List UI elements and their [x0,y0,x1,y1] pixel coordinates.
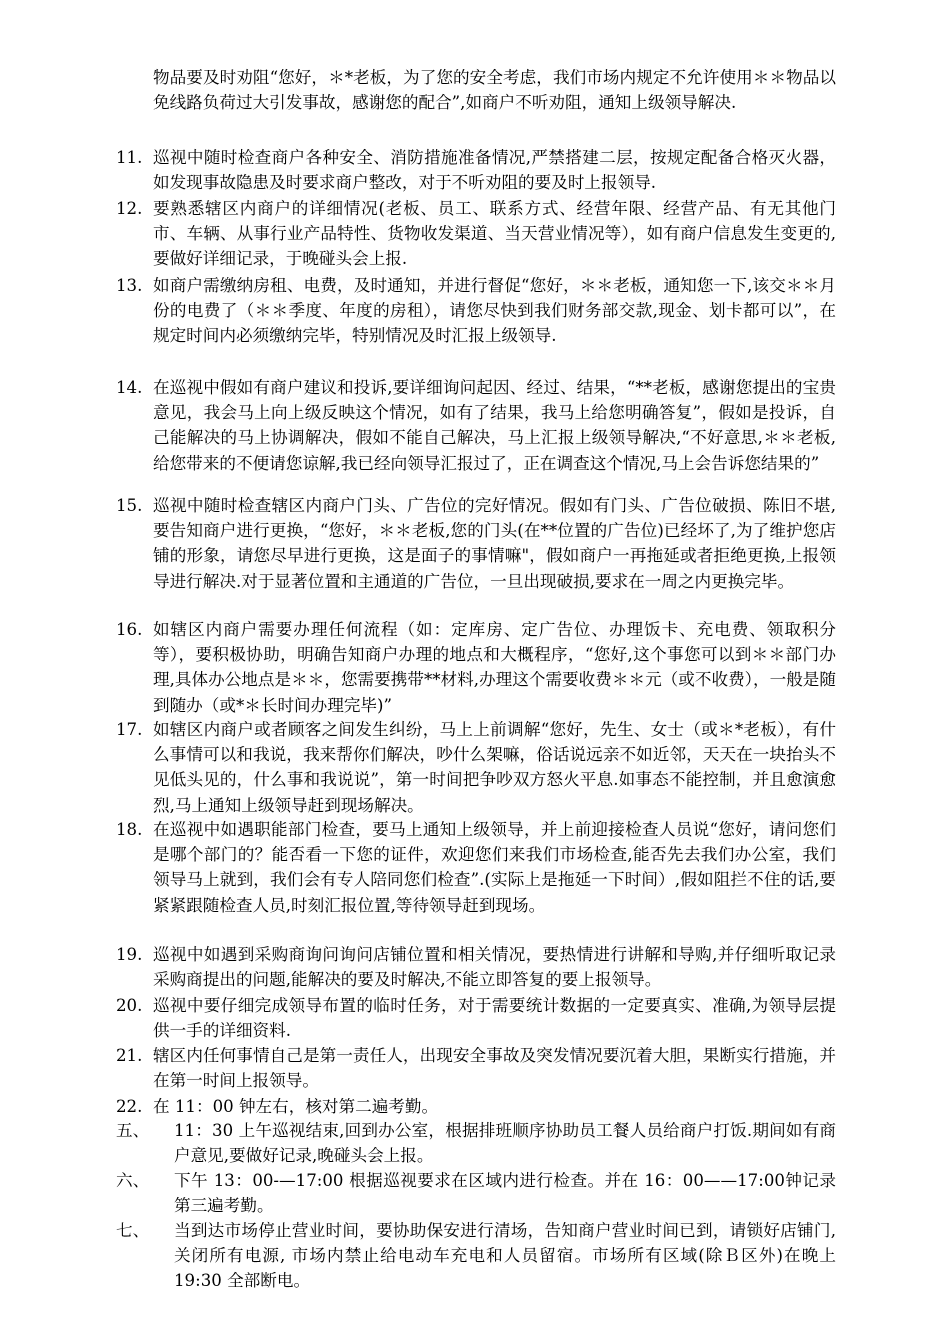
paragraph-text: 物品要及时劝阻“您好，＊*老板，为了您的安全考虑，我们市场内规定不允许使用＊＊物品以免线路负荷过大引发事故，感谢您的配合”,如商户不听劝阻，通知上级领导解决. [153,68,836,113]
item-text: 如辖区内商户或者顾客之间发生纠纷，马上上前调解“您好，先生、女士（或＊*老板），有什么事情可以和我说，我来帮你们解决，吵什么架嘛，俗话说远亲不如近邻，天天在一块抬头不见低头见的，什么事和我说说”，第一时间把争吵双方怒火平息.如事态不能控制，并且愈演愈烈,马上通知上级领导赶到现场解决。 [153,720,836,815]
item-number: 19. [116,945,143,964]
section-number: 七、 [116,1221,150,1240]
item-number: 14. [116,378,143,397]
item-text: 要熟悉辖区内商户的详细情况(老板、员工、联系方式、经营年限、经营产品、有无其他门市、车辆、从事行业产品特性、货物收发渠道、当天营业情况等），如有商户信息发生变更的,要做好详细记录，于晚碰头会上报. [153,199,836,269]
item-text: 巡视中随时检查辖区内商户门头、广告位的完好情况。假如有门头、广告位破损、陈旧不堪,要告知商户进行更换，“您好，＊＊老板,您的门头(在**位置的广告位)已经坏了,为了维护您店铺的形象，请您尽早进行更换，这是面子的事情嘛"，假如商户一再拖延或者拒绝更换,上报领导进行解决.对于显著位置和主通道的广告位，一旦出现破损,要求在一周之内更换完毕。 [153,496,836,591]
item-number: 18. [116,820,143,839]
item-text: 如辖区内商户需要办理任何流程（如：定库房、定广告位、办理饭卡、充电费、领取积分等），要积极协助，明确告知商户办理的地点和大概程序，“您好,这个事您可以到＊＊部门办理,具体办公地点是＊＊，您需要携带**材料,办理这个需要收费＊＊元（或不收费），一般是随到随办（或*＊长时间办理完毕)” [153,620,836,715]
section-text: 下午 13：00-—17:00 根据巡视要求在区域内进行检查。并在 16：00——17:00钟记录第三遍考勤。 [174,1171,836,1216]
item-number: 22. [116,1097,143,1116]
section-number: 六、 [116,1171,150,1190]
item-number: 12. [116,199,143,218]
item-number: 16. [116,620,143,639]
section-text: 11：30 上午巡视结束,回到办公室，根据排班顺序协助员工餐人员给商户打饭.期间如有商户意见,要做好记录,晚碰头会上报。 [174,1121,836,1166]
item-number: 13. [116,276,143,295]
item-text: 巡视中要仔细完成领导布置的临时任务，对于需要统计数据的一定要真实、准确,为领导层提供一手的详细资料. [153,996,836,1041]
item-number: 11. [116,148,143,167]
item-text: 辖区内任何事情自己是第一责任人，出现安全事故及突发情况要沉着大胆，果断实行措施，并在第一时间上报领导。 [153,1046,836,1091]
item-text: 在 11：00 钟左右，核对第二遍考勤。 [153,1097,439,1116]
item-number: 20. [116,996,143,1015]
item-text: 如商户需缴纳房租、电费，及时通知，并进行督促“您好，＊＊老板，通知您一下,该交＊＊月份的电费了（＊＊季度、年度的房租），请您尽快到我们财务部交款,现金、划卡都可以”，在规定时间内必须缴纳完毕，特别情况及时汇报上级领导. [153,276,836,346]
item-text: 在巡视中如遇职能部门检查，要马上通知上级领导，并上前迎接检查人员说“您好，请问您们是哪个部门的？能否看一下您的证件，欢迎您们来我们市场检查,能否先去我们办公室，我们领导马上就到，我们会有专人陪同您们检查”.(实际上是拖延一下时间）,假如阻拦不住的话,要紧紧跟随检查人员,时刻汇报位置,等待领导赶到现场。 [153,820,836,915]
item-number: 21. [116,1046,143,1065]
item-number: 15. [116,496,143,515]
item-text: 巡视中随时检查商户各种安全、消防措施准备情况,严禁搭建二层，按规定配备合格灭火器，如发现事故隐患及时要求商户整改，对于不听劝阻的要及时上报领导. [153,148,836,193]
section-text: 当到达市场停止营业时间，要协助保安进行清场，告知商户营业时间已到，请锁好店铺门,关闭所有电源, 市场内禁止给电动车充电和人员留宿。市场所有区域(除Ｂ区外)在晚上 19:30 全部断电。 [174,1221,836,1291]
item-text: 巡视中如遇到采购商询问询问店铺位置和相关情况，要热情进行讲解和导购,并仔细听取记录采购商提出的问题,能解决的要及时解决,不能立即答复的要上报领导。 [153,945,836,990]
section-number: 五、 [116,1121,150,1140]
item-number: 17. [116,720,143,739]
item-text: 在巡视中假如有商户建议和投诉,要详细询问起因、经过、结果，“**老板，感谢您提出的宝贵意见，我会马上向上级反映这个情况，如有了结果，我马上给您明确答复”，假如是投诉，自己能解决的马上协调解决，假如不能自己解决，马上汇报上级领导解决,“不好意思,＊＊老板,给您带来的不便请您谅解,我已经向领导汇报过了，正在调查这个情况,马上会告诉您结果的” [153,378,836,473]
